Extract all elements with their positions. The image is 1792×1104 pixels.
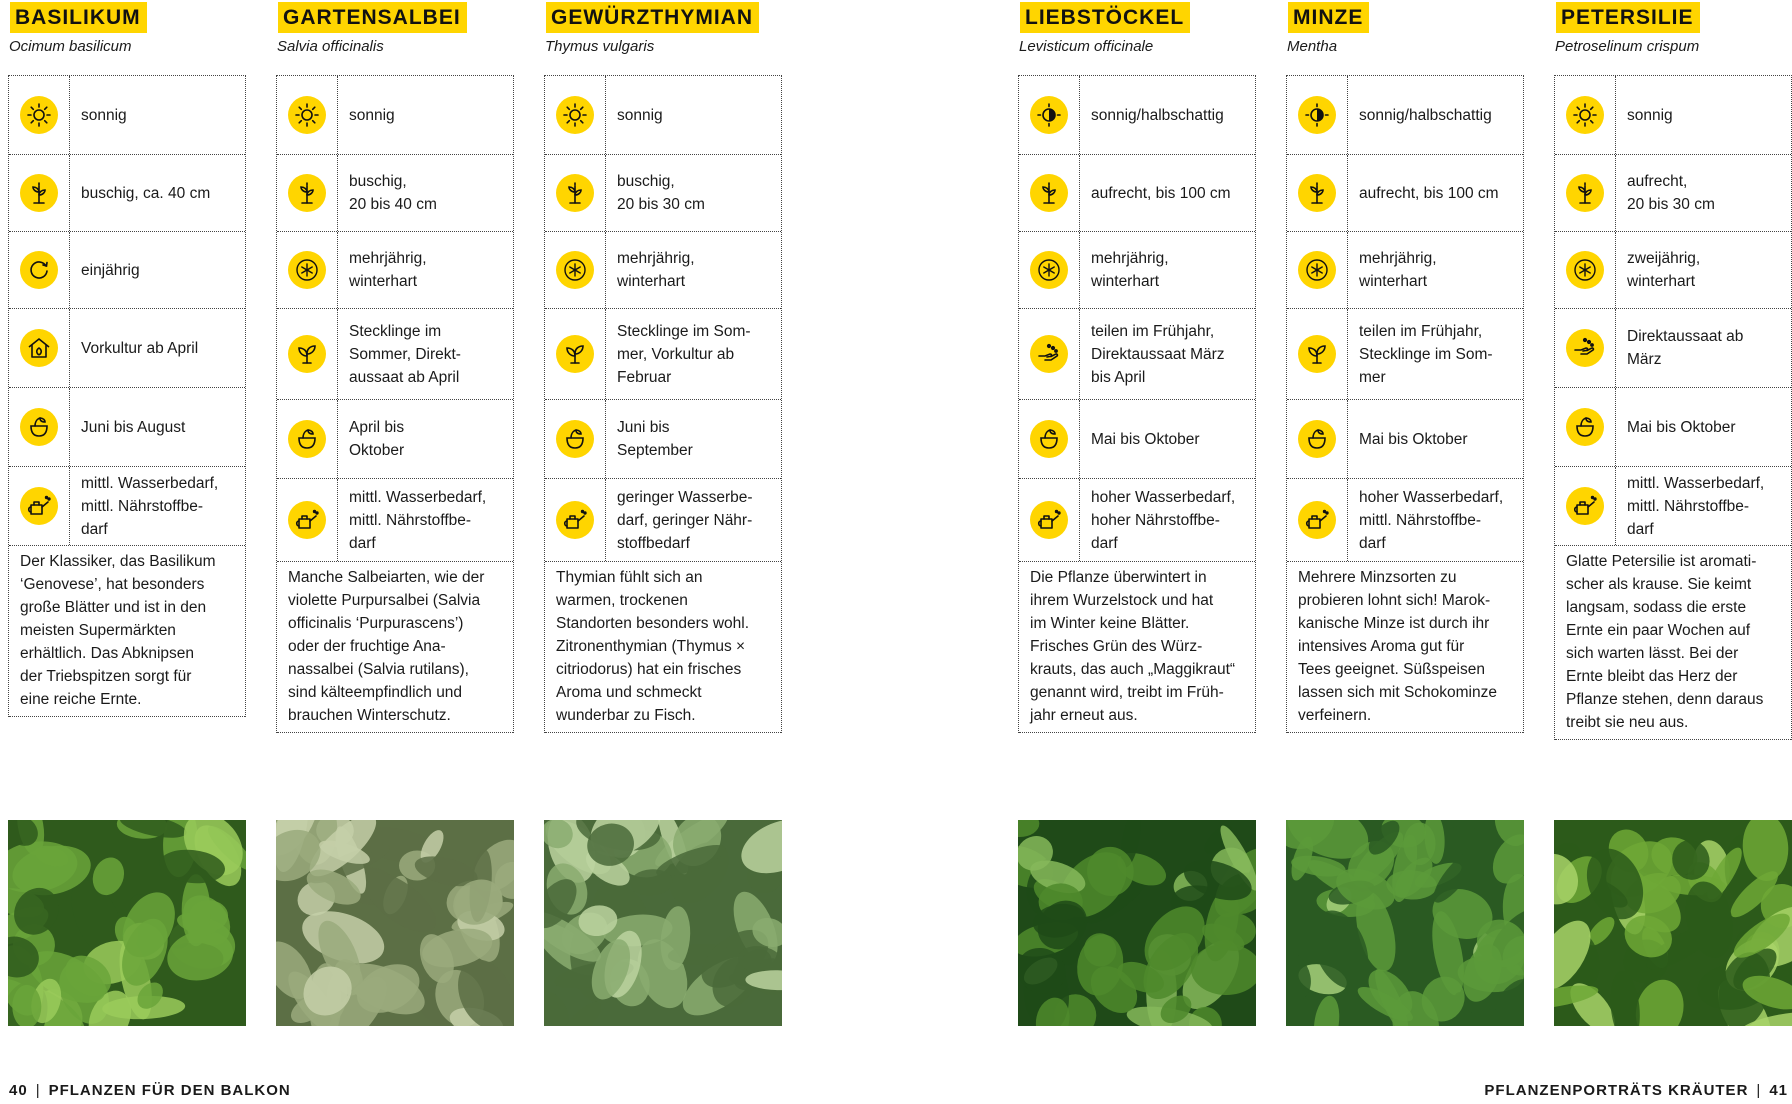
info-row <box>545 479 781 562</box>
info-text: aufrecht, bis 100 cm <box>1091 184 1231 202</box>
half-sun-icon <box>1298 96 1336 134</box>
harvest-basket-icon <box>1298 420 1336 458</box>
icon-cell <box>9 467 70 545</box>
info-row <box>1555 388 1791 467</box>
info-text: mittl. Wasserbedarf, mittl. Nährstoffbe- darf <box>1627 474 1765 538</box>
info-text: geringer Wasserbe- darf, geringer Nähr- stoffbedarf <box>617 488 753 552</box>
harvest-basket-icon <box>1566 408 1604 446</box>
info-text: mittl. Wasserbedarf, mittl. Nährstoffbe- darf <box>349 488 487 552</box>
section-title-right: PFLANZENPORTRÄTS KRÄUTER <box>1484 1082 1749 1099</box>
info-row <box>1555 309 1791 388</box>
herb-latin-name: Ocimum basilicum <box>9 38 132 55</box>
icon-cell <box>1287 155 1348 231</box>
icon-cell <box>277 479 338 561</box>
plant-growth-icon <box>556 174 594 212</box>
perennial-snowflake-icon <box>1566 251 1604 289</box>
icon-cell <box>545 479 606 561</box>
sun-icon <box>20 96 58 134</box>
harvest-basket-icon <box>288 420 326 458</box>
info-row <box>1555 232 1791 309</box>
icon-cell <box>1019 400 1080 478</box>
icon-cell <box>1287 479 1348 561</box>
watering-can-icon <box>556 501 594 539</box>
info-row <box>1287 479 1523 562</box>
info-text: buschig, 20 bis 30 cm <box>617 173 705 213</box>
info-text: Juni bis September <box>617 419 693 459</box>
info-text: zweijährig, winterhart <box>1627 250 1701 290</box>
icon-cell <box>1555 467 1616 545</box>
herb-latin-name: Salvia officinalis <box>277 38 384 55</box>
herb-name: BASILIKUM <box>10 2 147 33</box>
info-row <box>9 155 245 232</box>
info-row <box>1019 155 1255 232</box>
info-text: sonnig/halbschattig <box>1091 106 1224 124</box>
icon-cell <box>1019 479 1080 561</box>
watering-can-icon <box>20 487 58 525</box>
info-row <box>277 400 513 479</box>
icon-cell <box>1555 309 1616 387</box>
herb-description: Glatte Petersilie ist aromati- scher als krause. Sie keimt langsam, sodass die erste Ernte ein paar Wochen auf sich warten lässt. Bei der Ernte bleibt das Herz der Pflanze stehen, denn daraus treibt sie neu aus. <box>1555 546 1791 740</box>
sun-icon <box>288 96 326 134</box>
sun-icon <box>1566 96 1604 134</box>
perennial-snowflake-icon <box>1298 251 1336 289</box>
herb-name: GEWÜRZTHYMIAN <box>546 2 759 33</box>
info-text: Mai bis Oktober <box>1359 430 1468 448</box>
thyme-photo <box>544 820 782 1026</box>
info-row <box>1555 155 1791 232</box>
cutting-leaf-icon <box>1298 335 1336 373</box>
info-row <box>545 76 781 155</box>
page-number-left: 40 <box>9 1082 28 1099</box>
info-row <box>9 232 245 309</box>
watering-can-icon <box>288 501 326 539</box>
herb-description: Der Klassiker, das Basilikum ‘Genovese’, hat besonders große Blätter und ist in den meisten Supermärkten erhältlich. Das Abknipsen der Triebspitzen sorgt für eine reiche Ernte. <box>9 546 245 717</box>
info-row <box>1019 76 1255 155</box>
icon-cell <box>9 388 70 466</box>
herb-description: Mehrere Minzsorten zu probieren lohnt sich! Marok- kanische Minze ist durch ihr intensives Aroma gut für Tees geeignet. Süßspeisen lassen sich mit Schokominze verfeinern. <box>1287 562 1523 733</box>
icon-cell <box>1287 232 1348 308</box>
herb-info-card <box>544 75 782 733</box>
sowing-hand-icon <box>1566 329 1604 367</box>
plant-growth-icon <box>20 174 58 212</box>
parsley-photo <box>1554 820 1792 1026</box>
icon-cell <box>545 232 606 308</box>
icon-cell <box>1555 388 1616 466</box>
info-text: mehrjährig, winterhart <box>349 250 427 290</box>
info-row <box>277 155 513 232</box>
icon-cell <box>1287 400 1348 478</box>
info-text: Vorkultur ab April <box>81 339 199 357</box>
info-text: sonnig <box>349 106 395 124</box>
herb-info-card <box>1554 75 1792 740</box>
info-text: Stecklinge im Som- mer, Vorkultur ab Februar <box>617 322 751 386</box>
icon-cell <box>277 76 338 154</box>
info-text: Mai bis Oktober <box>1091 430 1200 448</box>
herb-info-card <box>1018 75 1256 733</box>
sun-icon <box>556 96 594 134</box>
perennial-snowflake-icon <box>556 251 594 289</box>
info-text: Mai bis Oktober <box>1627 418 1736 436</box>
info-text: Stecklinge im Sommer, Direkt- aussaat ab April <box>349 322 461 386</box>
herb-info-card <box>276 75 514 733</box>
icon-cell <box>277 309 338 399</box>
herb-name: MINZE <box>1288 2 1369 33</box>
info-row <box>1555 467 1791 546</box>
watering-can-icon <box>1030 501 1068 539</box>
info-text: mehrjährig, winterhart <box>1359 250 1437 290</box>
info-row <box>9 309 245 388</box>
info-text: sonnig <box>81 106 127 124</box>
icon-cell <box>1019 76 1080 154</box>
herb-name: PETERSILIE <box>1556 2 1700 33</box>
info-text: mehrjährig, winterhart <box>1091 250 1169 290</box>
info-text: einjährig <box>81 261 140 279</box>
icon-cell <box>545 76 606 154</box>
info-text: April bis Oktober <box>349 419 405 459</box>
page-number-right: 41 <box>1769 1082 1788 1099</box>
info-text: sonnig <box>617 106 663 124</box>
info-text: buschig, ca. 40 cm <box>81 184 211 202</box>
sowing-hand-icon <box>1030 335 1068 373</box>
mint-photo <box>1286 820 1524 1026</box>
info-text: hoher Wasserbedarf, mittl. Nährstoffbe- darf <box>1359 488 1504 552</box>
harvest-basket-icon <box>20 408 58 446</box>
info-row <box>545 155 781 232</box>
icon-cell <box>1287 309 1348 399</box>
info-text: sonnig <box>1627 106 1673 124</box>
herb-name: GARTENSALBEI <box>278 2 467 33</box>
info-text: mittl. Wasserbedarf, mittl. Nährstoffbe- darf <box>81 474 219 538</box>
herb-latin-name: Thymus vulgaris <box>545 38 655 55</box>
plant-growth-icon <box>1298 174 1336 212</box>
info-text: buschig, 20 bis 40 cm <box>349 173 437 213</box>
info-text: Direktaussaat ab März <box>1627 328 1744 368</box>
icon-cell <box>277 400 338 478</box>
cutting-leaf-icon <box>288 335 326 373</box>
info-text: sonnig/halbschattig <box>1359 106 1492 124</box>
footer-right: PFLANZENPORTRÄTS KRÄUTER | 41 <box>1484 1082 1788 1099</box>
perennial-snowflake-icon <box>288 251 326 289</box>
info-row <box>277 232 513 309</box>
section-title-left: PFLANZEN FÜR DEN BALKON <box>48 1082 291 1099</box>
icon-cell <box>277 232 338 308</box>
harvest-basket-icon <box>1030 420 1068 458</box>
footer-left: 40 | PFLANZEN FÜR DEN BALKON <box>9 1082 291 1099</box>
icon-cell <box>9 232 70 308</box>
icon-cell <box>9 76 70 154</box>
lovage-photo <box>1018 820 1256 1026</box>
info-row <box>277 309 513 400</box>
plant-growth-icon <box>1030 174 1068 212</box>
icon-cell <box>9 155 70 231</box>
harvest-basket-icon <box>556 420 594 458</box>
info-text: aufrecht, 20 bis 30 cm <box>1627 173 1715 213</box>
info-row <box>1019 309 1255 400</box>
icon-cell <box>545 400 606 478</box>
icon-cell <box>9 309 70 387</box>
info-row <box>1287 76 1523 155</box>
info-row <box>1019 232 1255 309</box>
info-row <box>1019 479 1255 562</box>
info-row <box>9 76 245 155</box>
herb-latin-name: Levisticum officinale <box>1019 38 1154 55</box>
info-row <box>1287 400 1523 479</box>
icon-cell <box>545 309 606 399</box>
greenhouse-icon <box>20 329 58 367</box>
plant-growth-icon <box>288 174 326 212</box>
info-row <box>545 400 781 479</box>
annual-cycle-icon <box>20 251 58 289</box>
basil-photo <box>8 820 246 1026</box>
info-row <box>1019 400 1255 479</box>
herb-description: Manche Salbeiarten, wie der violette Purpursalbei (Salvia officinalis ‘Purpurascens’) oder der fruchtige Ana- nassalbei (Salvia rutilans), sind kälteempfindlich und brauchen Winterschutz. <box>277 562 513 733</box>
herb-description: Thymian fühlt sich an warmen, trockenen Standorten besonders wohl. Zitronenthymian (Thymus × citriodorus) hat ein frisches Aroma und schmeckt wunderbar zu Fisch. <box>545 562 781 733</box>
sage-photo <box>276 820 514 1026</box>
info-row <box>9 467 245 546</box>
info-row <box>1287 309 1523 400</box>
icon-cell <box>1555 155 1616 231</box>
herb-latin-name: Mentha <box>1287 38 1338 55</box>
info-text: teilen im Frühjahr, Direktaussaat März bis April <box>1091 322 1225 386</box>
info-text: Juni bis August <box>81 418 186 436</box>
herb-info-card <box>1286 75 1524 733</box>
icon-cell <box>1019 232 1080 308</box>
perennial-snowflake-icon <box>1030 251 1068 289</box>
watering-can-icon <box>1566 487 1604 525</box>
info-row <box>9 388 245 467</box>
icon-cell <box>1019 155 1080 231</box>
plant-growth-icon <box>1566 174 1604 212</box>
icon-cell <box>1555 76 1616 154</box>
info-row <box>277 479 513 562</box>
info-row <box>277 76 513 155</box>
watering-can-icon <box>1298 501 1336 539</box>
info-text: mehrjährig, winterhart <box>617 250 695 290</box>
herb-info-card <box>8 75 246 717</box>
icon-cell <box>277 155 338 231</box>
info-row <box>545 232 781 309</box>
info-row <box>1287 155 1523 232</box>
info-row <box>1555 76 1791 155</box>
icon-cell <box>1555 232 1616 308</box>
icon-cell <box>545 155 606 231</box>
herb-description: Die Pflanze überwintert in ihrem Wurzelstock und hat im Winter keine Blätter. Frisches Grün des Würz- krauts, das auch „Maggikraut“ genannt wird, treibt im Früh- jahr erneut aus. <box>1019 562 1255 733</box>
icon-cell <box>1287 76 1348 154</box>
info-row <box>545 309 781 400</box>
half-sun-icon <box>1030 96 1068 134</box>
herb-name: LIEBSTÖCKEL <box>1020 2 1190 33</box>
herb-latin-name: Petroselinum crispum <box>1555 38 1700 55</box>
info-text: teilen im Frühjahr, Stecklinge im Som- mer <box>1359 322 1493 386</box>
cutting-leaf-icon <box>556 335 594 373</box>
info-text: hoher Wasserbedarf, hoher Nährstoffbe- darf <box>1091 488 1236 552</box>
info-row <box>1287 232 1523 309</box>
info-text: aufrecht, bis 100 cm <box>1359 184 1499 202</box>
icon-cell <box>1019 309 1080 399</box>
